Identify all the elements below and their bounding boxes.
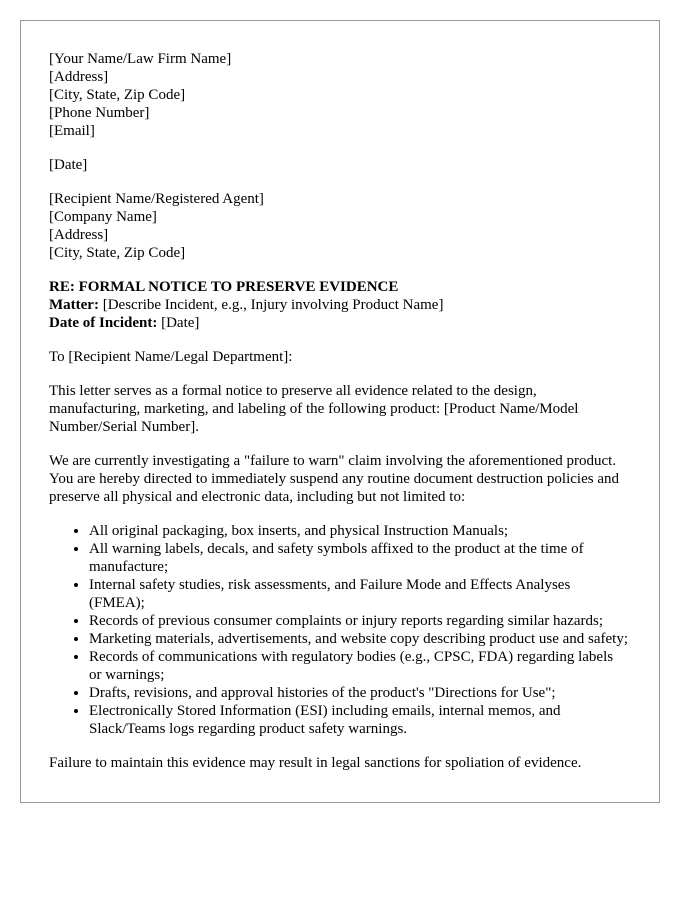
recipient-name: [Recipient Name/Registered Agent]	[49, 191, 264, 207]
evidence-list	[49, 522, 629, 738]
letter-page	[20, 20, 660, 803]
letter-date: [Date]	[49, 157, 88, 173]
subject-block	[49, 278, 629, 332]
sender-name: [Your Name/Law Firm Name]	[49, 51, 232, 67]
list-item: • Records of communications with regulatory bodies (e.g., CPSC, FDA) regarding labels or warnings;	[89, 648, 629, 684]
re-line: RE: FORMAL NOTICE TO PRESERVE EVIDENCE	[49, 279, 399, 295]
incident-date-label: Date of Incident:	[49, 315, 158, 331]
matter-value: [Describe Incident, e.g., Injury involving Product Name]	[98, 297, 444, 313]
list-item: • All warning labels, decals, and safety symbols affixed to the product at the time of manufacture;	[89, 540, 629, 576]
paragraph-intro: This letter serves as a formal notice to preserve all evidence related to the design, manufacturing, marketing, and labeling of the following product: [Product Name/Model Number/Serial Number].	[49, 383, 579, 435]
sender-phone: [Phone Number]	[49, 105, 150, 121]
list-item: • Drafts, revisions, and approval histories of the product's "Directions for Use";	[89, 684, 629, 702]
paragraph-investigation: We are currently investigating a "failure to warn" claim involving the aforementioned product. You are hereby directed to immediately suspend any routine document destruction policies and preserve all physical and electronic data, including but not limited to:	[49, 453, 619, 505]
salutation: To [Recipient Name/Legal Department]:	[49, 349, 293, 365]
list-item: • Records of previous consumer complaints or injury reports regarding similar hazards;	[89, 612, 629, 630]
letter-content	[49, 50, 629, 788]
incident-date-value: [Date]	[157, 315, 200, 331]
recipient-city-state-zip: [City, State, Zip Code]	[49, 245, 186, 261]
list-item: • Internal safety studies, risk assessments, and Failure Mode and Effects Analyses (FMEA);	[89, 576, 629, 612]
date-block	[49, 156, 629, 174]
sender-email: [Email]	[49, 123, 95, 139]
sender-block	[49, 50, 629, 140]
recipient-company: [Company Name]	[49, 209, 157, 225]
list-item: • All original packaging, box inserts, and physical Instruction Manuals;	[89, 522, 629, 540]
recipient-block	[49, 190, 629, 262]
sender-city-state-zip: [City, State, Zip Code]	[49, 87, 186, 103]
list-item: • Electronically Stored Information (ESI) including emails, internal memos, and Slack/Teams logs regarding product safety warnings.	[89, 702, 629, 738]
matter-line	[49, 296, 629, 314]
list-item: • Marketing materials, advertisements, and website copy describing product use and safety;	[89, 630, 629, 648]
matter-label: Matter:	[49, 297, 99, 313]
sender-address: [Address]	[49, 69, 109, 85]
recipient-address: [Address]	[49, 227, 109, 243]
incident-date-line	[49, 314, 629, 332]
closing-paragraph: Failure to maintain this evidence may result in legal sanctions for spoliation of evidence.	[49, 755, 582, 771]
